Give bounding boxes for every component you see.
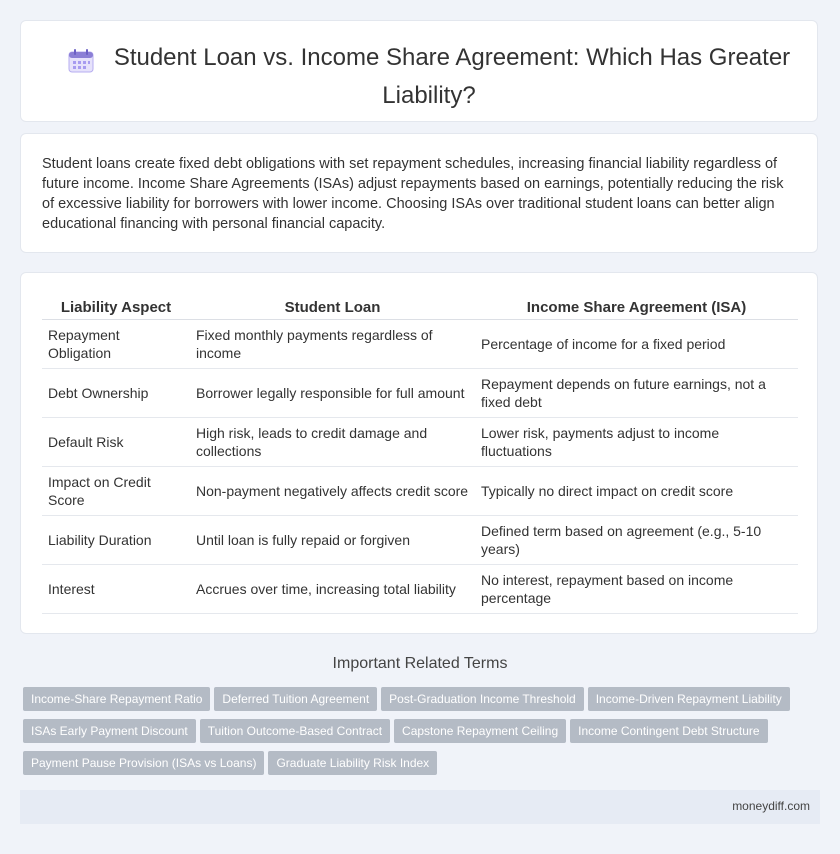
column-header: Student Loan [190, 293, 475, 320]
table-cell: Debt Ownership [42, 369, 190, 418]
related-term-tag[interactable]: Post-Graduation Income Threshold [381, 687, 584, 711]
footer [20, 790, 820, 824]
related-term-tag[interactable]: Tuition Outcome-Based Contract [200, 719, 390, 743]
table-cell: Percentage of income for a fixed period [475, 320, 798, 369]
title-card [20, 20, 818, 122]
related-term-tag[interactable]: ISAs Early Payment Discount [23, 719, 196, 743]
table-cell: Interest [42, 565, 190, 614]
page-title [68, 44, 790, 109]
related-term-tag[interactable]: Graduate Liability Risk Index [268, 751, 437, 775]
table-cell: Borrower legally responsible for full amount [190, 369, 475, 418]
table-cell: Default Risk [42, 418, 190, 467]
table-cell: Accrues over time, increasing total liability [190, 565, 475, 614]
table-row [42, 565, 798, 614]
related-term-tag[interactable]: Deferred Tuition Agreement [214, 687, 377, 711]
comparison-table [42, 293, 798, 614]
related-term-tag[interactable]: Income-Driven Repayment Liability [588, 687, 790, 711]
table-cell: Repayment Obligation [42, 320, 190, 369]
intro-paragraph: Student loans create fixed debt obligations with set repayment schedules, increasing financial liability regardless of future income. Income Share Agreements (ISAs) adjust repayments based on earnings, potentially reducing the risk of excessive liability for borrowers with lower income. Choosing ISAs over traditional student loans can better align educational financing with personal financial capacity. [42, 156, 784, 232]
column-header: Income Share Agreement (ISA) [475, 293, 798, 320]
title-wrap [61, 43, 797, 111]
related-term-tag[interactable]: Capstone Repayment Ceiling [394, 719, 566, 743]
intro-card [20, 133, 818, 253]
table-cell: Liability Duration [42, 516, 190, 565]
table-cell: High risk, leads to credit damage and collections [190, 418, 475, 467]
table-cell: Lower risk, payments adjust to income fluctuations [475, 418, 798, 467]
related-terms-heading: Important Related Terms [332, 655, 508, 672]
related-terms-list [23, 687, 803, 783]
table-header-row [42, 293, 798, 320]
page-title-text: Student Loan vs. Income Share Agreement: Which Has Greater Liability? [113, 44, 791, 109]
related-term-tag[interactable]: Income-Share Repayment Ratio [23, 687, 210, 711]
table-cell: Repayment depends on future earnings, not a fixed debt [475, 369, 798, 418]
table-row [42, 467, 798, 516]
table-cell: Typically no direct impact on credit score [475, 467, 798, 516]
table-row [42, 369, 798, 418]
calendar-icon [68, 49, 94, 81]
table-cell: Fixed monthly payments regardless of income [190, 320, 475, 369]
table-row [42, 516, 798, 565]
table-cell: No interest, repayment based on income percentage [475, 565, 798, 614]
related-term-tag[interactable]: Income Contingent Debt Structure [570, 719, 767, 743]
footer-site-link[interactable]: moneydiff.com [732, 799, 810, 813]
comparison-table-card [20, 272, 818, 634]
table-row [42, 320, 798, 369]
table-cell: Defined term based on agreement (e.g., 5-10 years) [475, 516, 798, 565]
table-cell: Until loan is fully repaid or forgiven [190, 516, 475, 565]
table-cell: Impact on Credit Score [42, 467, 190, 516]
table-cell: Non-payment negatively affects credit score [190, 467, 475, 516]
related-term-tag[interactable]: Payment Pause Provision (ISAs vs Loans) [23, 751, 264, 775]
column-header: Liability Aspect [42, 293, 190, 320]
table-row [42, 418, 798, 467]
